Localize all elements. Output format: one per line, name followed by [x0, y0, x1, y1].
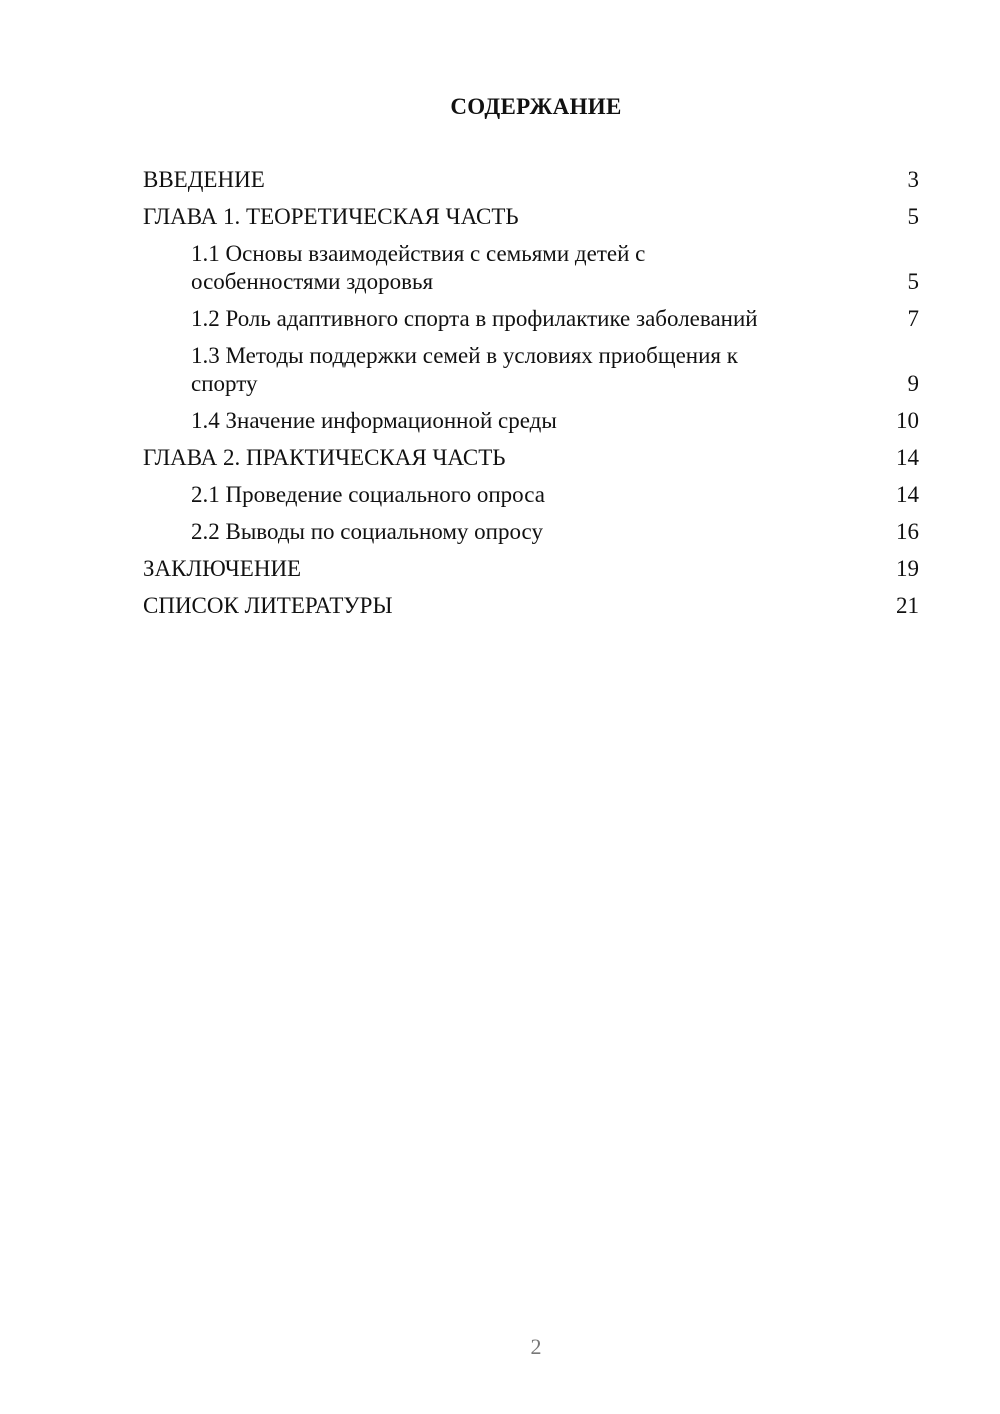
toc-entry-label: ВВЕДЕНИЕ [143, 167, 265, 192]
toc-entry-page: 21 [896, 593, 919, 618]
toc-entry-section-1-1 [143, 240, 919, 296]
toc-entry-page: 5 [907, 269, 919, 294]
toc-entry-label: ГЛАВА 1. ТЕОРЕТИЧЕСКАЯ ЧАСТЬ [143, 204, 519, 229]
toc-entry-introduction [143, 166, 919, 194]
toc-entry-label: 1.2 Роль адаптивного спорта в профилактике заболеваний [191, 306, 758, 331]
toc-entry-label: 1.4 Значение информационной среды [191, 408, 557, 433]
table-of-contents [143, 166, 919, 629]
toc-entry-chapter-1 [143, 203, 919, 231]
toc-entry-references [143, 592, 919, 620]
toc-entry-section-1-3 [143, 342, 919, 398]
toc-entry-page: 10 [896, 408, 919, 433]
toc-entry-label: ЗАКЛЮЧЕНИЕ [143, 556, 302, 581]
toc-entry-label: 2.2 Выводы по социальному опросу [191, 519, 543, 544]
toc-entry-page: 14 [896, 445, 919, 470]
toc-entry-page: 3 [907, 167, 919, 192]
toc-entry-section-2-2 [143, 518, 919, 546]
toc-entry-page: 14 [896, 482, 919, 507]
toc-entry-label: ГЛАВА 2. ПРАКТИЧЕСКАЯ ЧАСТЬ [143, 445, 506, 470]
toc-entry-page: 16 [896, 519, 919, 544]
toc-entry-conclusion [143, 555, 919, 583]
toc-entry-section-1-4 [143, 407, 919, 435]
toc-title: СОДЕРЖАНИЕ [450, 94, 622, 119]
toc-entry-page: 9 [907, 371, 919, 396]
toc-entry-section-1-2 [143, 305, 919, 333]
toc-entry-label: 1.1 Основы взаимодействия с семьями детей с особенностями здоровья [191, 241, 646, 294]
toc-entry-label: СПИСОК ЛИТЕРАТУРЫ [143, 593, 393, 618]
toc-entry-chapter-2 [143, 444, 919, 472]
page-number: 2 [530, 1334, 542, 1359]
toc-entry-page: 5 [907, 204, 919, 229]
toc-entry-label: 2.1 Проведение социального опроса [191, 482, 545, 507]
toc-entry-page: 7 [907, 306, 919, 331]
toc-entry-page: 19 [896, 556, 919, 581]
toc-entry-section-2-1 [143, 481, 919, 509]
toc-entry-label: 1.3 Методы поддержки семей в условиях приобщения к спорту [191, 343, 738, 396]
